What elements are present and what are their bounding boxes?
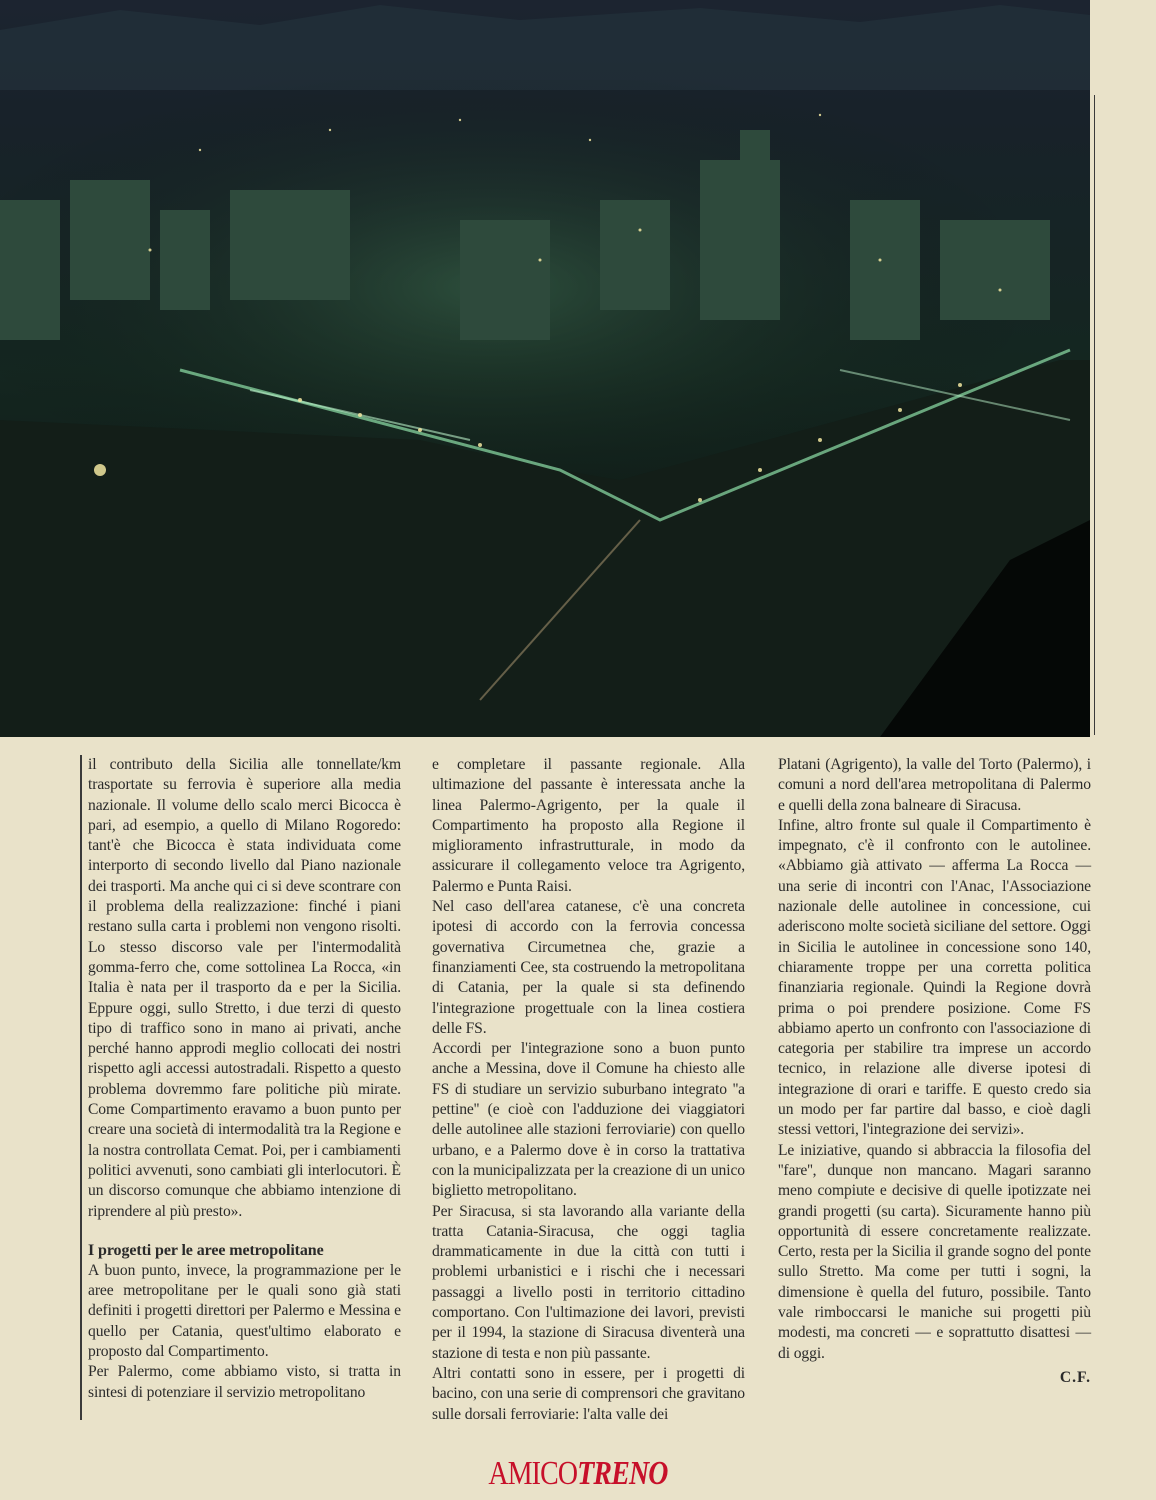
article-paragraph: Infine, altro fronte sul quale il Compartimento è impegnato, c'è il confronto con le autolinee. «Abbiamo già attivato — afferma La Rocca — una serie di incontri con l'Anac, l'Associazione nazionale delle autolinee in concessione, cui aderiscono molte società siciliane del settore. Oggi in Sicilia le autolinee in concessione sono 140, chiaramente troppe per una corretta politica finanziaria regionale. Quindi la Regione dovrà prima o poi prendere posizione. Come FS abbiamo aperto un confronto con l'associazione di categoria per stabilire tra imprese un accordo tecnico, in relazione alle diverse ipotesi di integrazione di orari e tariffe. E questo credo sia un modo per far partire dal basso, e cioè dagli stessi vettori, l'integrazione dei servizi». [778,816,1091,1139]
night-city-photo [0,0,1090,737]
column-rule-left [80,755,82,1420]
article-column-3 [778,755,1091,1388]
logo-part-amico: AMICO [488,1455,578,1492]
author-signature: C.F. [1059,1368,1091,1386]
article-column-1 [88,755,401,1403]
article-paragraph: Per Siracusa, si sta lavorando alla variante della tratta Catania-Siracusa, che oggi taglia drammaticamente in due la città con tutti i problemi urbanistici e i rischi che i necessari passaggi a livello posti in territorio cittadino comportano. Con l'ultimazione dei lavori, previsti per il 1994, la stazione di Siracusa diventerà una stazione di testa e non più passante. [432,1202,745,1362]
article-paragraph: Nel caso dell'area catanese, c'è una concreta ipotesi di accordo con la ferrovia concessa governativa Circumetnea che, grazie a finanziamenti Cee, sta costruendo la metropolitana di Catania, per la quale si sta definendo l'integrazione progettuale con la linea costiera delle FS. [432,898,745,1037]
article-paragraph: Per Palermo, come abbiamo visto, si tratta in sintesi di potenziare il servizio metropolitano [88,1363,401,1401]
section-heading: I progetti per le aree metropolitane [88,1241,324,1259]
amicotreno-logo [104,1455,1052,1493]
article-paragraph: il contributo della Sicilia alle tonnellate/km trasportate su ferrovia è superiore alla media nazionale. Il volume dello scalo merci Bicocca è pari, ad esempio, a quello di Milano Rogoredo: tant'è che Bicocca è stata individuata come interporto di secondo livello dal Piano nazionale dei trasporti. Ma anche qui ci si deve scontrare con il problema della realizzazione: finché i piani restano sulla carta i problemi non vengono risolti. Lo stesso discorso vale per l'intermodalità gomma-ferro che, come sottolinea La Rocca, «in Italia è nata per il trasporto da e per la Sicilia. Eppure oggi, sullo Stretto, i due terzi di questo tipo di traffico sono in mano ai privati, anche perché hanno approdi meglio collocati dei nostri rispetto agli accessi autostradali. Rispetto a questo problema dovremmo fare politiche più mirate. Come Compartimento eravamo a buon punto per creare una società di intermodalità tra la Regione e la nostra controllata Cemat. Poi, per i cambiamenti politici avvenuti, sono cambiati gli interlocutori. È un discorso comunque che abbiamo intenzione di riprendere al più presto». [88,756,401,1220]
article-paragraph: Platani (Agrigento), la valle del Torto (Palermo), i comuni a nord dell'area metropolitana di Palermo e quelli della zona balneare di Siracusa. [778,756,1091,814]
logo-part-treno: TRENO [577,1455,668,1492]
article-paragraph: Accordi per l'integrazione sono a buon punto anche a Messina, dove il Comune ha chiesto alle FS di studiare un servizio suburbano integrato ''a pettine'' (e cioè con l'adduzione dei viaggiatori delle autolinee alle stazioni ferroviarie) con quello urbano, e a Palermo dove è in corso la trattativa con la municipalizzata per la creazione di un unico biglietto metropolitano. [432,1040,745,1200]
article-paragraph: Altri contatti sono in essere, per i progetti di bacino, con una serie di comprensori che gravitano sulle dorsali ferroviarie: l'alta valle dei [432,1364,745,1423]
column-rule-right [1094,95,1095,735]
article-paragraph: e completare il passante regionale. Alla ultimazione del passante è interessata anche la linea Palermo-Agrigento, per la quale il Compartimento ha proposto alla Regione il miglioramento infrastrutturale, in modo da assicurare il collegamento veloce tra Agrigento, Palermo e Punta Raisi. [432,756,745,895]
article-paragraph: A buon punto, invece, la programmazione per le aree metropolitane per le quali sono già stati definiti i progetti direttori per Palermo e Messina e quello per Catania, quest'ultimo elaborato e proposto dal Compartimento. [88,1261,401,1361]
article-column-2 [432,755,745,1425]
article-paragraph: Le iniziative, quando si abbraccia la filosofia del ''fare'', dunque non mancano. Magari saranno meno compiute e decisive di quelle ipotizzate nei grandi progetti (su carta). Sicuramente hanno più opportunità di essere concretamente realizzate. Certo, resta per la Sicilia il grande sogno del ponte sullo Stretto. Ma come per tutti i sogni, la dimensione è quella del futuro, possibile. Tanto vale rimboccarsi le maniche sui progetti più modesti, ma concreti — e soprattutto disattesi — di oggi. [778,1141,1091,1362]
